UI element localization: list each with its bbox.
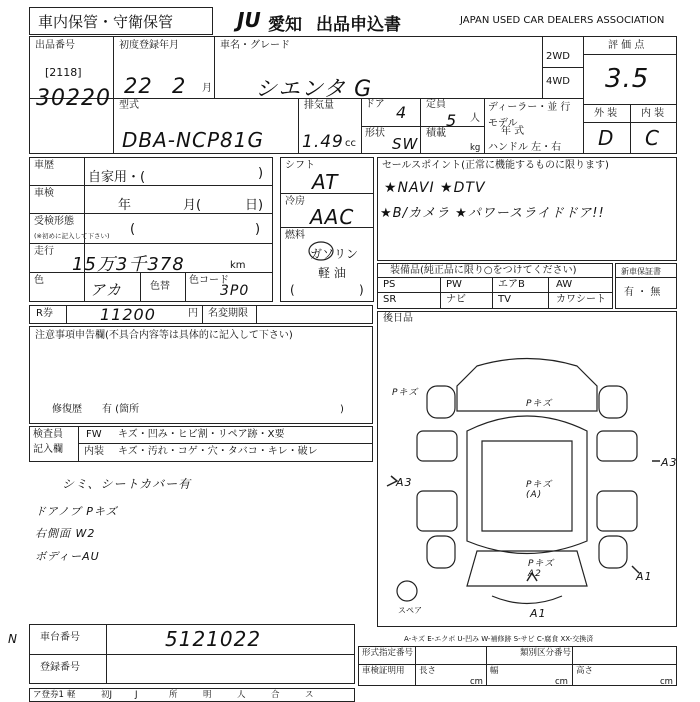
warranty-value: 有 ・ 無 xyxy=(624,287,661,298)
notes-label: 注意事項申告欄(不具合内容等は具体的に記入して下さい) xyxy=(35,330,293,341)
equipment-item: PW xyxy=(446,279,462,290)
length-unit: cm xyxy=(470,677,483,687)
color-value: アカ xyxy=(90,281,122,299)
shaken-day: 日) xyxy=(245,198,264,213)
lot-number: 30220 xyxy=(36,86,111,111)
car-name-value: シエンタ G xyxy=(255,77,373,102)
spare-label: スペア xyxy=(398,606,422,615)
load-label: 積載 xyxy=(426,128,446,139)
displacement-label: 排気量 xyxy=(304,100,334,111)
registration-number-label: 登録番号 xyxy=(40,662,80,673)
dealer-line2: モデル xyxy=(488,118,518,129)
chassis-mark: N xyxy=(8,632,18,646)
displacement-value: 1.49 xyxy=(302,132,344,152)
equipment-item: ナビ xyxy=(446,294,466,305)
history-label: 車歴 xyxy=(34,160,54,171)
inspector-label: 検査員 xyxy=(33,429,63,440)
chassis-label: 車台番号 xyxy=(40,632,80,643)
shaken-year: 年 xyxy=(118,198,132,213)
registration-year: 22 xyxy=(124,74,153,98)
fuel-gasoline: ガソリン xyxy=(310,247,359,261)
capacity-unit: 人 xyxy=(470,113,480,124)
warranty-label: 新車保証書 xyxy=(621,267,661,276)
inspector-label2: 記入欄 xyxy=(33,444,63,455)
model-value: DBA-NCP81G xyxy=(122,128,264,152)
cert-label: 車検証明用 xyxy=(362,666,405,676)
equipment-item: SR xyxy=(383,294,397,305)
inspector-note-2: ドアノブ Pキズ xyxy=(35,505,118,518)
footer-item: 人 xyxy=(237,690,246,700)
grade-label: 評 価 点 xyxy=(608,40,645,51)
sales-point-line1: ★NAVI ★DTV xyxy=(384,180,486,196)
ju-logo: JU xyxy=(237,8,261,32)
cooler-value: AAC xyxy=(310,205,355,229)
type-number-label: 形式指定番号 xyxy=(362,648,414,658)
damage-rear-bumper: A1 xyxy=(530,607,547,620)
repair-close: ) xyxy=(340,404,344,415)
color-change-label: 色替 xyxy=(150,281,170,292)
registration-label: 初度登録年月 xyxy=(119,40,179,51)
inspector-note-1: シミ、シートカバー有 xyxy=(62,477,192,491)
car-name-label: 車名・グレード xyxy=(220,40,290,51)
interior-grade: C xyxy=(645,126,660,150)
form-title-en: JAPAN USED CAR DEALERS ASSOCIATION xyxy=(460,15,665,26)
damage-left: A3 xyxy=(396,476,413,489)
doors-label: ドア xyxy=(365,99,385,110)
shaken-label: 車検 xyxy=(34,188,54,199)
height-label: 高さ xyxy=(576,666,594,676)
interior-label: 内 装 xyxy=(641,108,665,119)
grade-value: 3.5 xyxy=(605,64,650,94)
name-change-label: 名変期限 xyxy=(208,308,248,319)
gasoline-circle xyxy=(308,240,334,262)
equipment-item: エアB xyxy=(498,279,525,290)
footer-item: ス xyxy=(305,690,314,700)
fuel-open: ( xyxy=(290,283,295,297)
cooler-label: 冷房 xyxy=(285,196,305,207)
recycle-row xyxy=(29,305,373,324)
damage-right: A3 xyxy=(661,456,678,469)
damage-center: Pキズ (A) xyxy=(526,480,553,500)
fuel-close: ) xyxy=(359,283,364,297)
height-unit: cm xyxy=(660,677,673,687)
mileage-value: 15万3千378 xyxy=(72,254,185,275)
length-label: 長さ xyxy=(419,666,437,676)
recycle-unit: 円 xyxy=(188,308,198,319)
inspection-close: ) xyxy=(255,222,261,237)
history-close: ) xyxy=(258,166,264,181)
footer-item: 軽 xyxy=(67,690,76,700)
drive-4wd: 4WD xyxy=(546,76,570,87)
fw-label: FW xyxy=(86,429,102,440)
damage-front-left: Pキズ xyxy=(392,388,419,398)
footer-item: 所 xyxy=(169,690,178,700)
capacity-label: 定員 xyxy=(426,99,446,110)
inspection-note: (※初めに記入して下さい) xyxy=(34,232,110,240)
doors-value: 4 xyxy=(396,103,408,122)
sales-point-line2: ★B/カメラ ★パワースライドドア!! xyxy=(380,206,605,221)
chassis-number: 5121022 xyxy=(165,627,262,651)
width-label: 幅 xyxy=(490,666,499,676)
damage-legend: A-キズ E-エクボ U-凹み W-補修跡 S-サビ C-腐食 XX-交換済 xyxy=(404,635,594,643)
equipment-item: PS xyxy=(383,279,396,290)
width-unit: cm xyxy=(555,677,568,687)
footer-item: 合 xyxy=(271,690,280,700)
history-value: 自家用・( xyxy=(88,170,146,185)
recycle-label: R券 xyxy=(36,308,53,319)
exterior-label: 外 装 xyxy=(594,108,618,119)
footer-item: ア登券1 xyxy=(33,690,64,700)
exterior-grade: D xyxy=(598,126,615,150)
inspection-label: 受検形態 xyxy=(34,216,74,227)
damage-rear-right: A1 xyxy=(636,570,653,583)
recycle-value: 11200 xyxy=(100,305,156,324)
interior-items: キズ・汚れ・コゲ・穴・タバコ・キレ・破レ xyxy=(118,446,318,457)
equipment-item: カワシート xyxy=(556,294,606,305)
equipment-item: TV xyxy=(498,294,511,305)
shift-value: AT xyxy=(312,170,339,194)
fuel-label: 燃料 xyxy=(285,230,305,241)
form-title: 出品申込書 xyxy=(316,15,401,35)
footer-item: J xyxy=(135,690,138,700)
shape-label: 形状 xyxy=(365,128,385,139)
repair-history: 修復歴 有 (箇所 xyxy=(52,404,140,415)
inspector-note-3: 右側面 W2 xyxy=(35,527,96,540)
inspection-open: ( xyxy=(130,222,136,237)
dealer-line1: ディーラー・並 行 xyxy=(488,102,571,113)
brand-name: 愛知 xyxy=(268,15,302,35)
color-code: 3P0 xyxy=(220,283,250,299)
color-label: 色 xyxy=(34,275,44,286)
damage-front-mid: Pキズ xyxy=(526,399,553,409)
shape-value: SW xyxy=(392,135,419,153)
drive-2wd: 2WD xyxy=(546,51,570,62)
capacity-value: 5 xyxy=(446,111,458,130)
dealer-line3: 年 式 xyxy=(501,126,525,137)
registration-month: 2 xyxy=(172,74,187,98)
lot-sub: [2118] xyxy=(45,66,82,79)
displacement-unit: cc xyxy=(345,138,356,149)
footer-item: 明 xyxy=(203,690,212,700)
inspector-note-4: ボディーAU xyxy=(35,550,100,563)
mileage-label: 走行 xyxy=(34,246,54,257)
dealer-handle: ハンドル 左・右 xyxy=(488,142,562,153)
registration-month-unit: 月 xyxy=(202,83,212,94)
model-label: 型式 xyxy=(119,100,139,111)
interior-items-label: 内装 xyxy=(84,446,104,457)
damage-rear: Pキズ A2 xyxy=(528,559,555,579)
lot-label: 出品番号 xyxy=(35,40,75,51)
shift-label: シフト xyxy=(285,160,315,171)
equipment-label: 装備品(純正品に限り○をつけてください) xyxy=(390,265,577,276)
color-code-label: 色コード xyxy=(189,275,229,286)
storage-title: 車内保管・守衛保管 xyxy=(38,13,174,31)
equipment-item: AW xyxy=(556,279,573,290)
class-number-label: 類別区分番号 xyxy=(520,648,572,658)
sales-points-label: セールスポイント(正常に機能するものに限ります) xyxy=(382,160,609,171)
fw-items: キズ・凹み・ヒビ割・リペア跡・X要 xyxy=(118,429,285,440)
mileage-unit: km xyxy=(230,260,246,271)
car-diagram xyxy=(377,311,677,627)
footer-item: 初J xyxy=(101,690,113,700)
load-unit: kg xyxy=(470,143,481,153)
after-items-label: 後日品 xyxy=(383,313,413,324)
fuel-diesel: 軽 油 xyxy=(318,266,346,280)
shaken-month: 月( xyxy=(183,198,202,213)
